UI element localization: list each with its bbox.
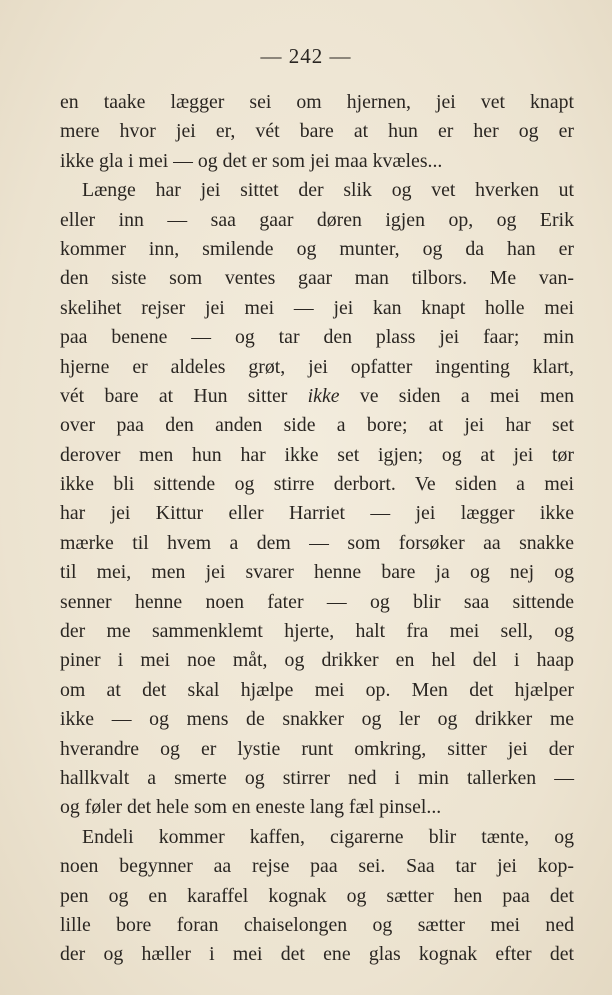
body-text [60, 88, 574, 970]
text-line: hverandre og er lystie runt omkring, sitter jei der [60, 737, 574, 760]
text-line: om at det skal hjælpe mei op. Men det hjælper [60, 678, 574, 701]
text-line: kommer inn, smilende og munter, og da han er [60, 237, 574, 260]
text-line: skelihet rejser jei mei — jei kan knapt holle mei [60, 296, 574, 319]
text-line: hjerne er aldeles grøt, jei opfatter ingenting klart, [60, 355, 574, 378]
text-line: Længe har jei sittet der slik og vet hverken ut [82, 179, 574, 202]
page-number: — 242 — [260, 44, 352, 68]
text-line: eller inn — saa gaar døren igjen op, og Erik [60, 208, 574, 231]
text-line: ikke bli sittende og stirre derbort. Ve siden a mei [60, 473, 574, 496]
text-line: og føler det hele som en eneste lang fæl pinsel... [60, 796, 442, 819]
text-line: der me sammenklemt hjerte, halt fra mei sell, og [60, 620, 574, 643]
text-line: hallkvalt a smerte og stirrer ned i min tallerken — [60, 766, 574, 789]
text-line: lille bore foran chaiselongen og sætter mei ned [60, 913, 574, 936]
text-line: der og hæller i mei det ene glas kognak efter det [60, 943, 574, 966]
text-line: mere hvor jei er, vét bare at hun er her og er [60, 120, 574, 143]
text-line: har jei Kittur eller Harriet — jei lægger ikke [60, 502, 574, 525]
text-line: piner i mei noe måt, og drikker en hel del i haap [60, 649, 574, 672]
text-line: vét bare at Hun sitter ikke ve siden a mei men [60, 384, 575, 407]
text-line: paa benene — og tar den plass jei faar; min [60, 326, 574, 349]
text-line: til mei, men jei svarer henne bare ja og nej og [60, 561, 574, 584]
text-line: den siste som ventes gaar man tilbors. Me van- [60, 267, 574, 290]
text-line: derover men hun har ikke set igjen; og at jei tør [60, 443, 574, 466]
text-line: ikke gla i mei — og det er som jei maa kvæles... [60, 149, 443, 172]
text-line: noen begynner aa rejse paa sei. Saa tar jei kop- [60, 855, 574, 878]
text-line: ikke — og mens de snakker og ler og drikker me [60, 708, 574, 731]
text-line: pen og en karaffel kognak og sætter hen paa det [60, 884, 574, 907]
text-line: mærke til hvem a dem — som forsøker aa snakke [60, 531, 574, 554]
text-line: senner henne noen fater — og blir saa sittende [60, 590, 574, 613]
text-line: Endeli kommer kaffen, cigarerne blir tænte, og [82, 825, 574, 848]
text-line: over paa den anden side a bore; at jei har set [60, 414, 574, 437]
text-line: en taake lægger sei om hjernen, jei vet knapt [60, 91, 574, 113]
